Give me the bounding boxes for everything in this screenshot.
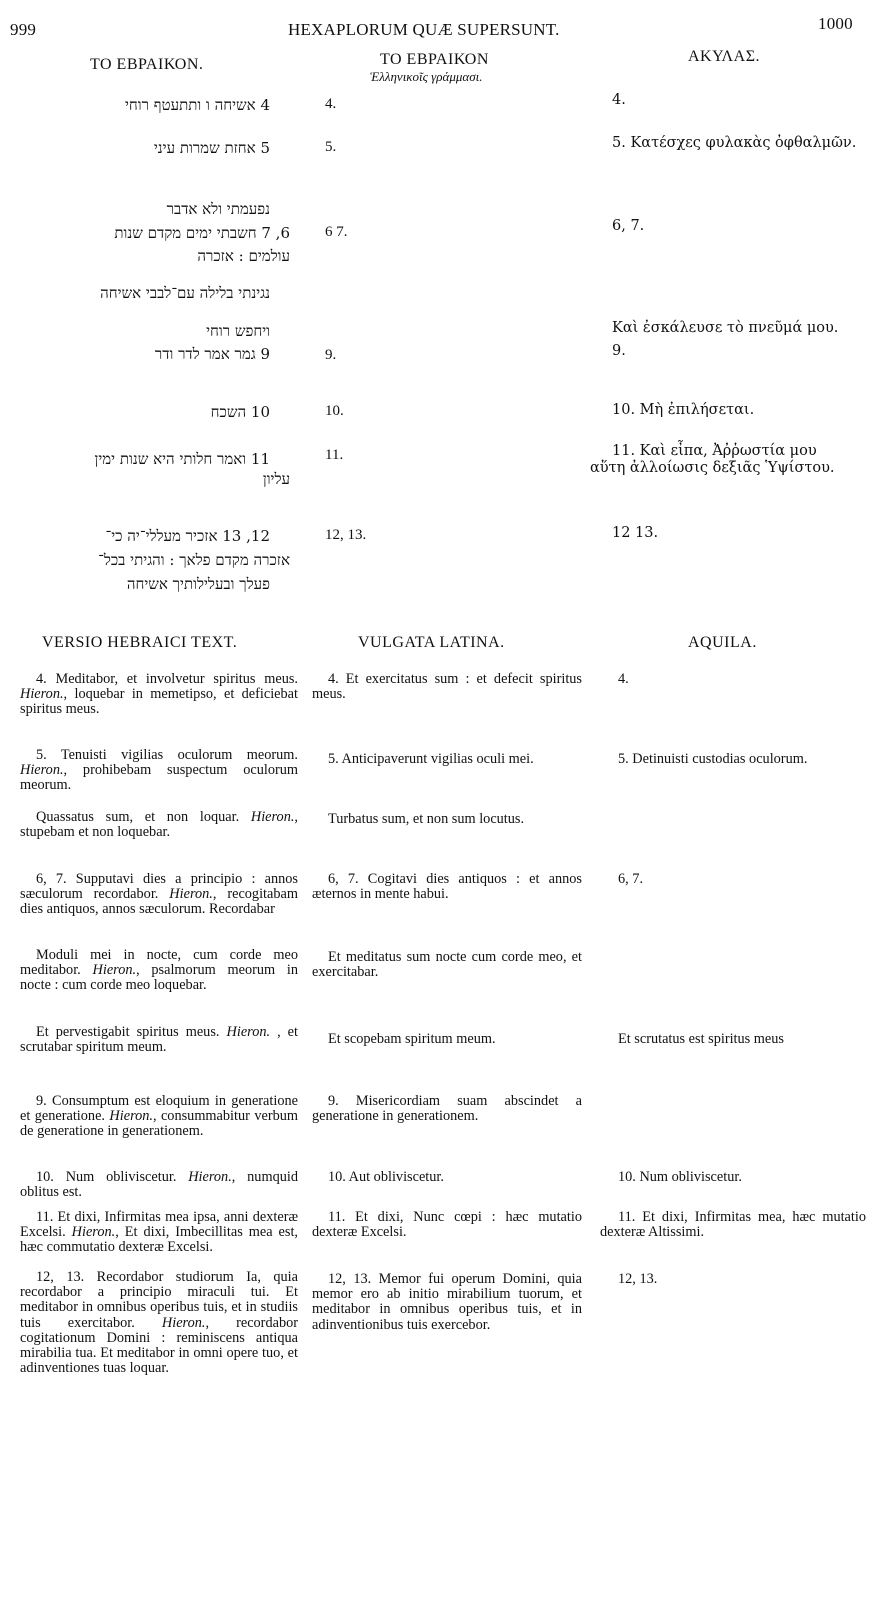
hebrew-column-title: ΤΟ ΕΒΡΑΙΚΟΝ. <box>90 56 204 73</box>
translit-line: 10. <box>325 403 344 419</box>
translit-line: 5. <box>325 139 337 155</box>
versio-column-title: VERSIO HEBRAICI TEXT. <box>42 634 238 651</box>
translit-line: 12, 13. <box>325 527 367 543</box>
left-page-number: 999 <box>10 20 37 39</box>
running-title: HEXAPLORUM QUÆ SUPERSUNT. <box>288 20 560 39</box>
aquila-latin-paragraph: 11. Et dixi, Infirmitas mea, hæc mutatio dexteræ Altissimi. <box>600 1209 866 1241</box>
vulgata-paragraph: 4. Et exercitatus sum : et defecit spiritus meus. <box>312 671 582 703</box>
versio-paragraph: 10. Num obliviscetur. Hieron., numquid oblitus est. <box>20 1169 298 1201</box>
aquila-latin-paragraph: 6, 7. <box>618 871 644 887</box>
hebrew-line: 10 השכח <box>210 403 270 421</box>
versio-paragraph: 9. Consumptum est eloquium in generatione et generatione. Hieron., consummabitur verbum de generatione in generationem. <box>20 1093 298 1140</box>
vulgata-paragraph: 5. Anticipaverunt vigilias oculi mei. <box>328 751 534 767</box>
hebrew-line: פעלך ובעלילותיך אשיחה <box>126 575 270 593</box>
vulgata-paragraph: 6, 7. Cogitavi dies antiquos : et annos æternos in mente habui. <box>312 871 582 903</box>
vulgata-paragraph: Et scopebam spiritum meum. <box>328 1031 496 1047</box>
hebrew-line: 12, 13 אזכיר מעללי־יה כי־ <box>105 527 270 545</box>
aquila-greek-line: 10. Μὴ ἐπιλήσεται. <box>612 402 755 418</box>
aquila-greek-line: 5. Κατέσχες φυλακὰς ὀφθαλμῶν. <box>612 135 857 151</box>
versio-paragraph: 11. Et dixi, Infirmitas mea ipsa, anni dexteræ Excelsi. Hieron., Et dixi, Imbecillitas mea est, hæc commutatio dexteræ Excelsi. <box>20 1209 298 1256</box>
translit-line: 11. <box>325 447 344 463</box>
aquila-greek-line: αὕτη ἀλλοίωσις δεξιᾶς Ὑψίστου. <box>590 460 835 476</box>
aquila-greek-line: 4. <box>612 92 626 108</box>
hebrew-line: נפעמתי ולא אדבר <box>166 200 270 218</box>
versio-paragraph: Moduli mei in nocte, cum corde meo meditabor. Hieron., psalmorum meorum in nocte : cum corde meo loquebar. <box>20 947 298 994</box>
aquila-greek-line: 11. Καὶ εἶπα, Ἀῤῥωστία μου <box>612 443 817 459</box>
hebrew-line: אזכרה מקדם פלאך : והגיתי בכל־ <box>98 551 290 569</box>
aquila-latin-paragraph: 12, 13. <box>618 1271 658 1287</box>
versio-paragraph: 4. Meditabor, et involvetur spiritus meus. Hieron., loquebar in memetipso, et deficiebat spiritus meus. <box>20 671 298 718</box>
hebrew-line: 6, 7 חשבתי ימים מקדם שנות <box>114 224 290 242</box>
versio-paragraph: 5. Tenuisti vigilias oculorum meorum. Hieron., prohibebam suspectum oculorum meorum. <box>20 747 298 794</box>
aquila-greek-line: 12 13. <box>612 525 659 541</box>
hebrew-line: נגינתי בלילה עם־לבבי אשיחה <box>100 284 270 302</box>
aquila-latin-column-title: AQUILA. <box>688 634 757 651</box>
hebrew-line: עולמים : אזכרה <box>197 247 290 265</box>
translit-line: 6 7. <box>325 224 348 240</box>
aquila-latin-paragraph: 4. <box>618 671 629 687</box>
aquila-greek-line: 9. <box>612 343 626 359</box>
versio-paragraph: Quassatus sum, et non loquar. Hieron., stupebam et non loquebar. <box>20 809 298 841</box>
hebrew-line: 9 גמר אמר לדר ודר <box>154 345 270 363</box>
hebrew-line: 4 אשיחה ו ותתעטף רוחי <box>125 96 270 114</box>
vulgata-paragraph: Turbatus sum, et non sum locutus. <box>328 811 525 827</box>
aquila-greek-line: Καὶ ἐσκάλευσε τὸ πνεῦμά μου. <box>612 320 839 336</box>
right-page-number: 1000 <box>818 14 853 33</box>
vulgata-paragraph: 9. Misericordiam suam abscindet a generatione in generationem. <box>312 1093 582 1125</box>
aquila-latin-paragraph: 5. Detinuisti custodias oculorum. <box>618 751 808 767</box>
vulgata-column-title: VULGATA LATINA. <box>358 634 505 651</box>
versio-paragraph: 12, 13. Recordabor studiorum Ia, quia recordabor a principio miraculi tui. Et meditabor in omnibus operibus tuis, et in studiis tuis exercitabor. Hieron., recordabor cogitationum Domini : reminiscens antiqua mirabilia tua. Et meditabor in omni opere tuo, et adinventiones tuas loquar. <box>20 1269 298 1377</box>
aquila-greek-column-title: ΑΚΥΛΑΣ. <box>688 48 761 65</box>
aquila-latin-paragraph: Et scrutatus est spiritus meus <box>618 1031 784 1047</box>
aquila-latin-paragraph: 10. Num obliviscetur. <box>618 1169 742 1185</box>
vulgata-paragraph: 12, 13. Memor fui operum Domini, quia memor ero ab initio mirabilium tuorum, et meditabor in omnibus operibus tuis, et in adinventionibus tuis exercebor. <box>312 1271 582 1333</box>
vulgata-paragraph: 11. Et dixi, Nunc cœpi : hæc mutatio dexteræ Excelsi. <box>312 1209 582 1241</box>
translit-column-title: ΤΟ ΕΒΡΑΙΚΟΝ <box>380 51 489 68</box>
aquila-greek-line: 6, 7. <box>612 218 645 234</box>
versio-paragraph: 6, 7. Supputavi dies a principio : annos sæculorum recordabor. Hieron., recogitabam dies antiquos, annos sæculorum. Recordabar <box>20 871 298 918</box>
hebrew-line: 11 ואמר חלותי היא שנות ימין <box>94 450 270 468</box>
hebrew-line: ויחפש רוחי <box>206 322 270 340</box>
hebrew-line: 5 אחזת שמרות עיני <box>153 139 270 157</box>
translit-line: 9. <box>325 347 337 363</box>
translit-line: 4. <box>325 96 337 112</box>
hebrew-line: עליון <box>262 470 290 488</box>
translit-column-subtitle: Ἑλληνικοῖς γράμμασι. <box>370 69 483 84</box>
versio-paragraph: Et pervestigabit spiritus meus. Hieron. , et scrutabar spiritum meum. <box>20 1024 298 1056</box>
vulgata-paragraph: Et meditatus sum nocte cum corde meo, et exercitabar. <box>312 949 582 981</box>
vulgata-paragraph: 10. Aut obliviscetur. <box>328 1169 444 1185</box>
